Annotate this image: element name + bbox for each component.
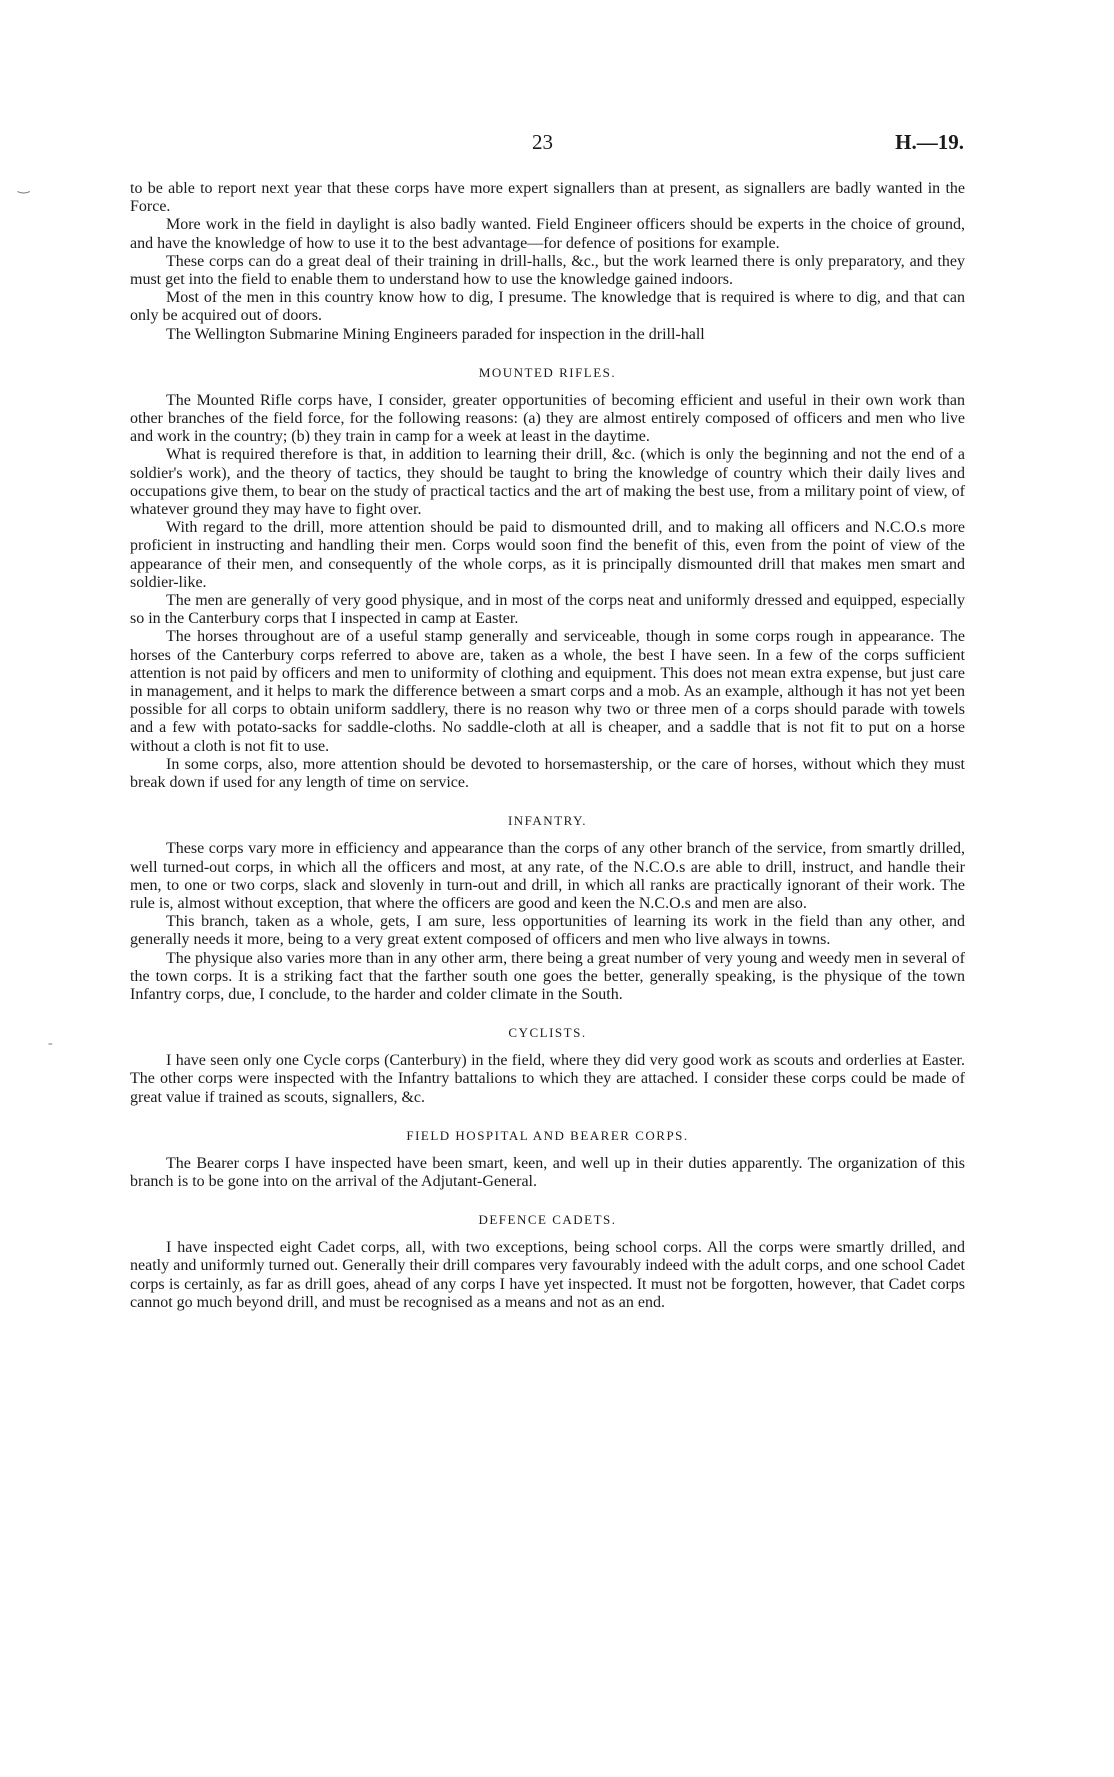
paragraph: The Wellington Submarine Mining Engineers paraded for inspection in the drill-hall	[166, 325, 705, 343]
paragraph: The horses throughout are of a useful stamp generally and serviceable, though in some corps rough in appearance. The horses of the Canterbury corps referred to above are, taken as a whole, the best I have seen. In a few of the corps sufficient attention is not paid by officers and men to uniformity of clothing and equipment. This does not mean extra expense, but just care in management, and it helps to mark the difference between a smart corps and a mob. As an example, although it has not yet been possible for all corps to obtain uniform saddlery, there is no reason why two or three men of a corps should parade with towels and a few with potato-sacks for saddle-cloths. No saddle-cloth at all is cheaper, and a saddle that is not fit to put on a horse without a cloth is not fit to use.	[130, 628, 965, 755]
paragraph: The Mounted Rifle corps have, I consider, greater opportunities of becoming efficient and useful in their own work than other branches of the field force, for the following reasons: (a) they are almost entirely composed of officers and men who live and work in the country; (b) they train in camp for a week at least in the daytime.	[130, 391, 965, 446]
section-heading: CYCLISTS.	[508, 1025, 587, 1041]
paragraph: In some corps, also, more attention should be devoted to horsemastership, or the care of horses, without which they must break down if used for any length of time on service.	[130, 755, 965, 792]
section-heading: FIELD HOSPITAL AND BEARER CORPS.	[406, 1127, 689, 1143]
section-heading: MOUNTED RIFLES.	[478, 364, 617, 380]
section-infantry	[130, 812, 965, 1004]
paragraph: to be able to report next year that these corps have more expert signallers than at present, as signallers are badly wanted in the Force.	[130, 180, 965, 216]
section-mounted-rifles	[130, 364, 965, 792]
section-heading: INFANTRY.	[507, 813, 588, 829]
section-cyclists	[130, 1024, 965, 1107]
margin-mark: ‐	[48, 1036, 53, 1051]
paragraph: With regard to the drill, more attention should be paid to dismounted drill, and to making all officers and N.C.O.s more proficient in instructing and handling their men. Corps would soon find the benefit of this, even from the point of view of the appearance of their men, and consequently of the whole corps, as it is principally dismounted drill that makes men smart and soldier-like.	[130, 519, 965, 591]
section-defence-cadets	[130, 1211, 965, 1312]
paragraph: I have seen only one Cycle corps (Canterbury) in the field, where they did very good work as scouts and orderlies at Easter. The other corps were inspected with the Infantry battalions to which they are attached. I consider these corps could be made of great value if trained as scouts, signallers, &c.	[130, 1052, 965, 1106]
section-heading: DEFENCE CADETS.	[478, 1212, 617, 1228]
document-body	[130, 180, 965, 1312]
paragraph: The men are generally of very good physique, and in most of the corps neat and uniformly dressed and equipped, especially so in the Canterbury corps that I inspected in camp at Easter.	[130, 592, 965, 628]
paragraph: The physique also varies more than in any other arm, there being a great number of very young and weedy men in several of the town corps. It is a striking fact that the farther south one goes the better, generally speaking, is the physique of the town Infantry corps, due, I conclude, to the harder and colder climate in the South.	[130, 949, 965, 1003]
section-field-hospital	[130, 1127, 965, 1191]
margin-mark: ‿	[18, 179, 30, 194]
document-reference: H.—19.	[895, 130, 964, 154]
paragraph: I have inspected eight Cadet corps, all, with two exceptions, being school corps. All the corps were smartly drilled, and neatly and uniformly turned out. Generally their drill compares very favourably indeed with the adult corps, and one school Cadet corps is certainly, as far as drill goes, ahead of any corps I have yet inspected. It must not be forgotten, however, that Cadet corps cannot go much beyond drill, and must be recognised as a means and not as an end.	[130, 1239, 965, 1311]
paragraph: What is required therefore is that, in addition to learning their drill, &c. (which is only the beginning and not the end of a soldier's work), and the theory of tactics, they should be taught to bring the knowledge of country which their daily lives and occupations give them, to bear on the study of practical tactics and the art of making the best use, from a military point of view, of whatever ground they may have to fight over.	[130, 446, 965, 519]
paragraph: Most of the men in this country know how to dig, I presume. The knowledge that is required is where to dig, and that can only be acquired out of doors.	[130, 289, 965, 325]
paragraph: These corps can do a great deal of their training in drill-halls, &c., but the work learned there is only preparatory, and they must get into the field to enable them to understand how to use the knowledge gained indoors.	[130, 252, 965, 289]
paragraph: This branch, taken as a whole, gets, I am sure, less opportunities of learning its work in the field than any other, and generally needs it more, being to a very great extent composed of officers and men who live always in towns.	[130, 913, 965, 949]
intro-section	[130, 180, 965, 344]
page-number: 23	[532, 130, 553, 154]
paragraph: These corps vary more in efficiency and appearance than the corps of any other branch of the service, from smartly drilled, well turned-out corps, in which all the officers and most, at any rate, of the N.C.O.s are able to drill, instruct, and handle their men, to one or two corps, slack and slovenly in turn-out and drill, in which all ranks are practically ignorant of their work. The rule is, almost without exception, that where the officers are good and keen the N.C.O.s and men are also.	[130, 840, 965, 912]
page-header	[0, 130, 1114, 160]
paragraph: More work in the field in daylight is also badly wanted. Field Engineer officers should be experts in the choice of ground, and have the knowledge of how to use it to the best advantage—for defence of positions for example.	[130, 216, 965, 252]
paragraph: The Bearer corps I have inspected have been smart, keen, and well up in their duties apparently. The organization of this branch is to be gone into on the arrival of the Adjutant-General.	[130, 1154, 965, 1190]
